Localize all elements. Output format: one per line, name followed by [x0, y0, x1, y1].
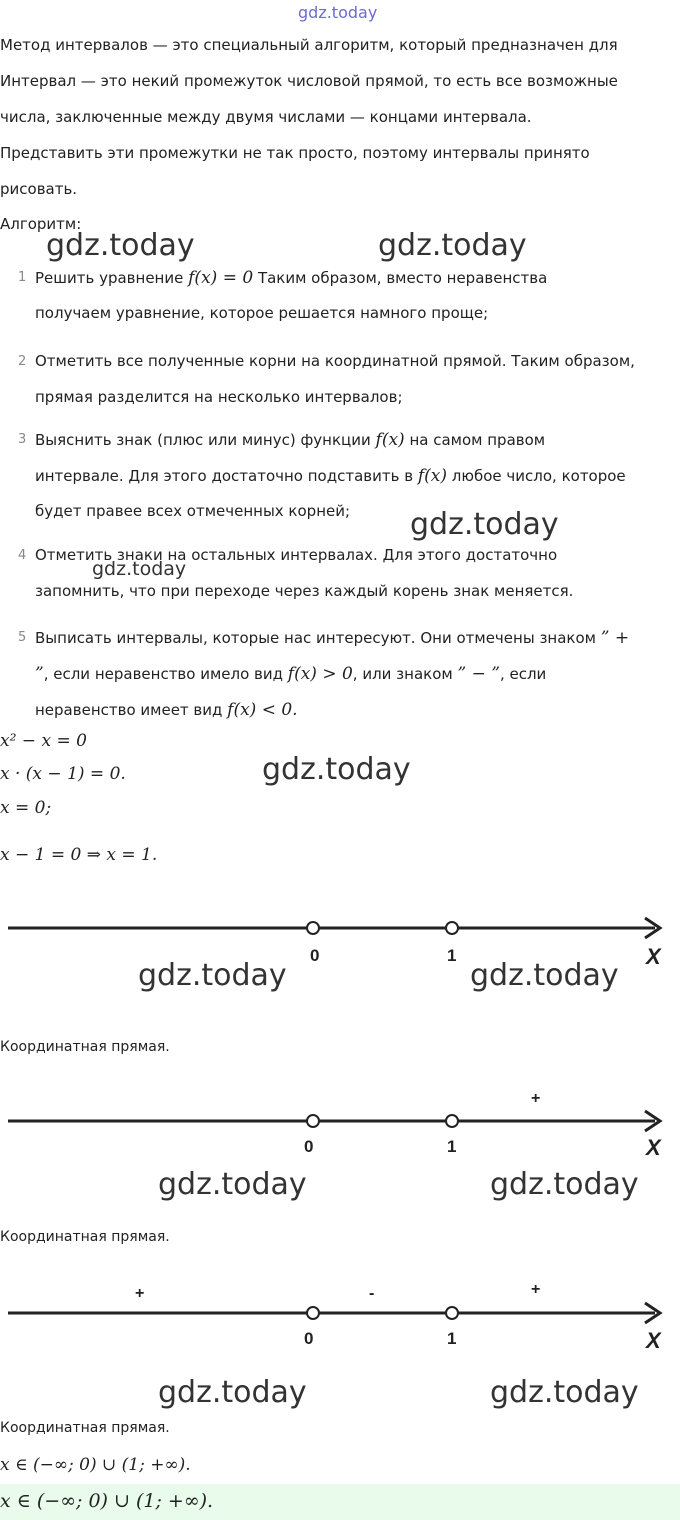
step-5-line-3 [35, 700, 298, 720]
step-1-text-cont: Таким образом, вместо неравенства [257, 269, 548, 287]
step-4-line-1: Отметить знаки на остальных интервалах. Для этого достаточно [35, 546, 558, 564]
watermark: gdz.today [138, 958, 287, 993]
step-5-text: неравенство имеет вид [35, 701, 223, 719]
point-label: 0 [304, 1329, 314, 1348]
step-1-line-2: получаем уравнение, которое решается намного проще; [35, 304, 489, 322]
step-5-formula: f(x) < 0. [227, 700, 298, 720]
step-number: 1 [18, 270, 27, 285]
point-label: 0 [304, 1137, 314, 1155]
watermark: gdz.today [262, 752, 411, 787]
watermark: gdz.today [490, 1167, 639, 1202]
intro-line-1: Метод интервалов — это специальный алгоритм, который предназначен для [0, 36, 618, 54]
number-line-3 [0, 1276, 680, 1356]
step-2-line-1: Отметить все полученные корни на координатной прямой. Таким образом, [35, 352, 635, 370]
watermark: gdz.today [158, 1167, 307, 1202]
step-3-line-3: будет правее всех отмеченных корней; [35, 502, 351, 520]
step-3-text-cont: любое число, которое [451, 467, 626, 485]
step-5-text: , если неравенство имело вид [43, 665, 283, 683]
axis-label: X [646, 944, 661, 965]
figure-caption: Координатная прямая. [0, 1420, 170, 1436]
answer-line: x ∈ (−∞; 0) ∪ (1; +∞). [0, 1455, 191, 1475]
step-number: 4 [18, 548, 27, 563]
point-0 [307, 922, 319, 934]
step-number: 5 [18, 630, 27, 645]
figure-caption: Координатная прямая. [0, 1229, 170, 1245]
step-number: 2 [18, 354, 27, 369]
intro-line-4: Представить эти промежутки не так просто, поэтому интервалы принято [0, 144, 590, 162]
final-answer-box [0, 1484, 680, 1520]
step-3-line-2 [35, 466, 626, 486]
point-0 [307, 1307, 319, 1319]
step-1-line-1 [35, 268, 547, 288]
step-5-text: , или знаком [352, 665, 453, 683]
step-5-line-1 [35, 628, 629, 648]
point-1 [446, 922, 458, 934]
equation: x = 0; [0, 798, 52, 818]
final-answer: x ∈ (−∞; 0) ∪ (1; +∞). [0, 1490, 214, 1512]
step-5-formula: f(x) > 0 [287, 664, 353, 684]
intro-line-5: рисовать. [0, 180, 78, 198]
step-5-line-2 [35, 664, 546, 684]
number-line-1 [0, 905, 680, 965]
point-0 [307, 1115, 319, 1127]
step-5-formula: ” + [600, 628, 630, 648]
step-3-text: интервале. Для этого достаточно подставить в [35, 467, 414, 485]
step-5-text: , если [499, 665, 547, 683]
step-3-text: Выяснить знак (плюс или минус) функции [35, 431, 371, 449]
sign-label: + [531, 1090, 541, 1107]
axis-label: X [646, 1135, 661, 1155]
intro-line-2: Интервал — это некий промежуток числовой прямой, то есть все возможные [0, 72, 618, 90]
step-3-formula: f(x) [375, 430, 405, 450]
point-label: 1 [447, 1137, 457, 1155]
sign-label: + [135, 1285, 145, 1302]
sign-label: + [531, 1281, 541, 1298]
watermark: gdz.today [92, 558, 187, 580]
equation: x² − x = 0 [0, 731, 87, 751]
step-5-formula: ” − ” [457, 664, 500, 684]
step-3-text-cont: на самом правом [409, 431, 546, 449]
step-number: 3 [18, 432, 27, 447]
number-line-2 [0, 1085, 680, 1155]
point-label: 1 [447, 1329, 457, 1348]
step-2-line-2: прямая разделится на несколько интервалов; [35, 388, 403, 406]
equation: x · (x − 1) = 0. [0, 764, 126, 784]
figure-caption: Координатная прямая. [0, 1039, 170, 1055]
watermark: gdz.today [46, 228, 195, 263]
algorithm-heading: Алгоритм: [0, 215, 82, 233]
step-3-line-1 [35, 430, 545, 450]
step-5-text: Выписать интервалы, которые нас интересуют. Они отмечены знаком [35, 629, 596, 647]
intro-line-3: числа, заключенные между двумя числами — концами интервала. [0, 108, 532, 126]
step-5-formula: ” [35, 664, 44, 684]
watermark: gdz.today [490, 1375, 639, 1410]
step-4-line-2: запомнить, что при переходе через каждый корень знак меняется. [35, 582, 574, 600]
axis-label: X [646, 1328, 661, 1353]
step-1-text: Решить уравнение [35, 269, 184, 287]
point-1 [446, 1115, 458, 1127]
sign-label: - [369, 1285, 375, 1302]
step-3-formula: f(x) [417, 466, 447, 486]
equation: x − 1 = 0 ⇒ x = 1. [0, 845, 158, 865]
point-label: 1 [447, 946, 457, 965]
watermark: gdz.today [158, 1375, 307, 1410]
watermark: gdz.today [470, 958, 619, 993]
point-1 [446, 1307, 458, 1319]
step-1-formula: f(x) = 0 [188, 268, 254, 288]
watermark: gdz.today [410, 507, 559, 542]
point-label: 0 [310, 946, 320, 965]
watermark-top: gdz.today [298, 3, 378, 22]
watermark: gdz.today [378, 228, 527, 263]
